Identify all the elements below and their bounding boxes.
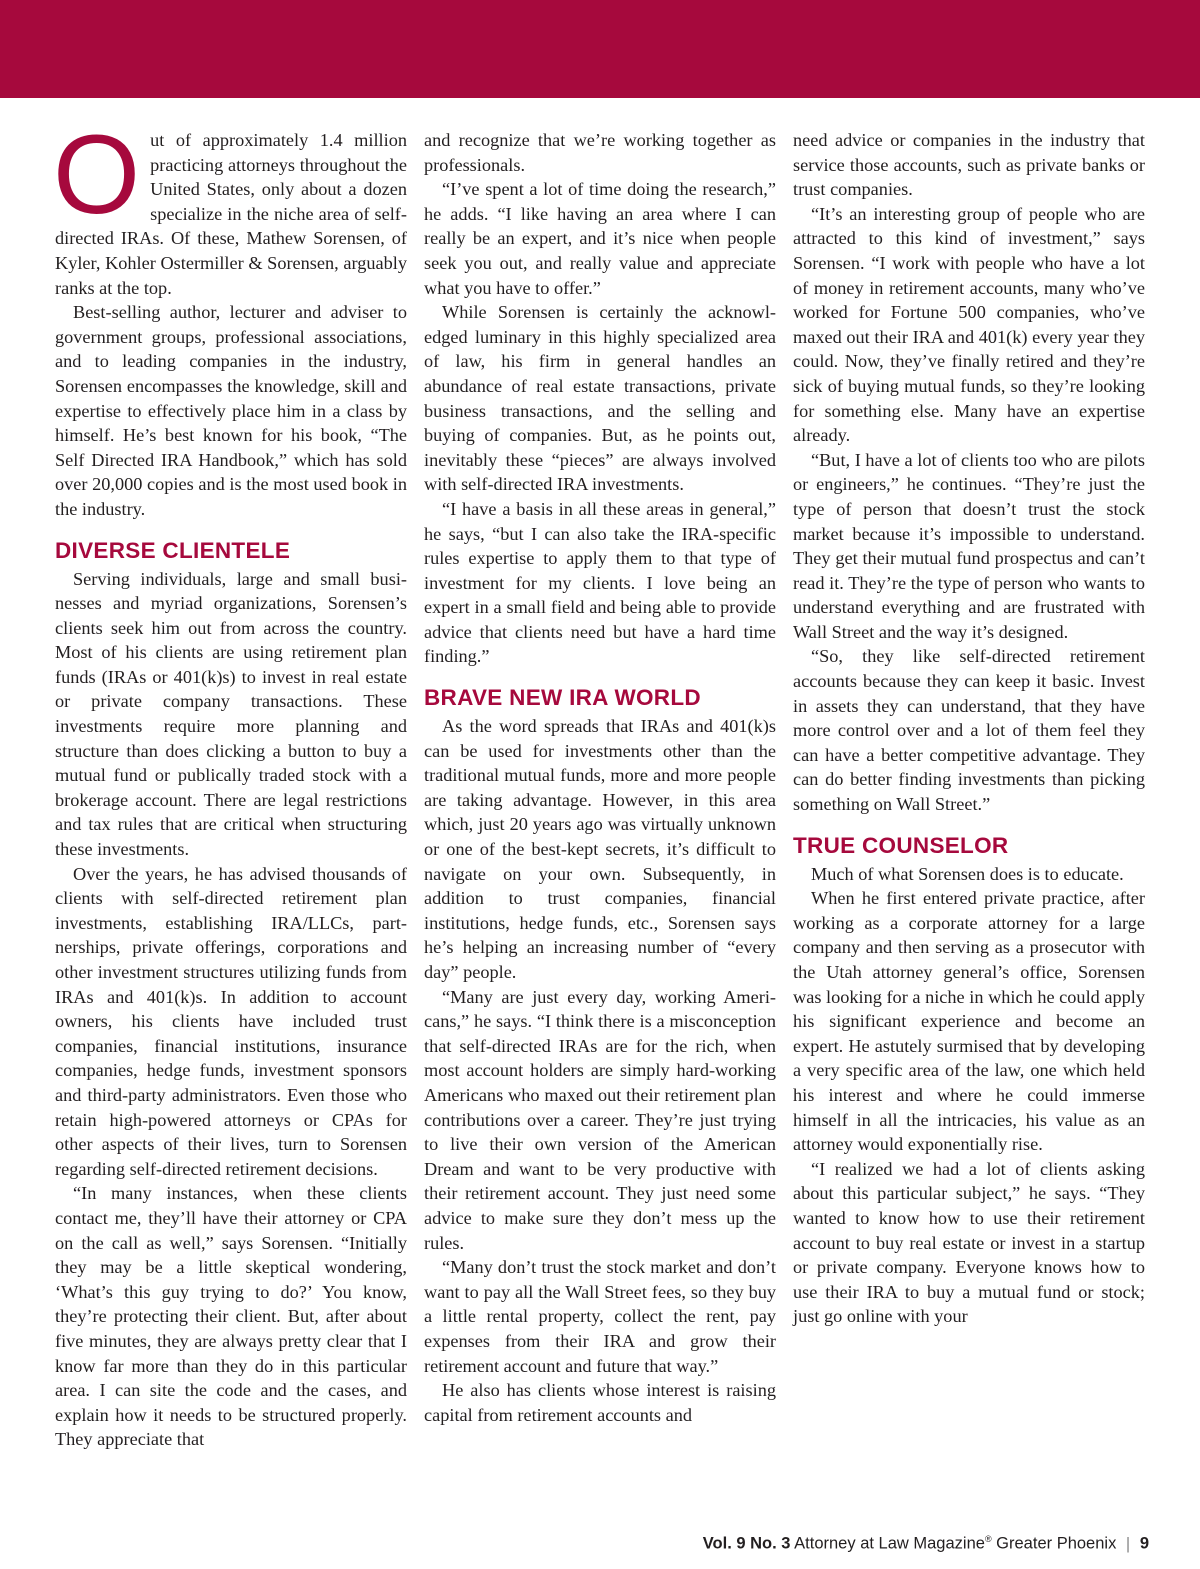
section-heading: BRAVE NEW IRA WORLD: [424, 685, 701, 711]
section-heading: DIVERSE CLIENTELE: [55, 537, 291, 563]
paragraph: Serving individuals, large and small businesses and myriad organizations, Sorensen’s clients seek him out from across the country. Most of his clients are using retirement plan funds (IRAs or 401(k)s) to invest in real estate or private company transactions. These investments require more planning and structure than does clicking a button to buy a mutual fund or publically traded stock with a brokerage account. There are legal restrictions and tax rules that are critical when structuring these investments.: [55, 568, 407, 860]
issue-volume: Vol. 9 No. 3: [702, 1534, 791, 1553]
page-number: 9: [1139, 1534, 1149, 1553]
paragraph: “I realized we had a lot of clients asking about this particular subject,” he says. “They wanted to know how to use their retirement account to buy real estate or invest in a startup or private company. Everyone knows how to use their IRA to buy a mutual fund or stock; just go online with your: [793, 1158, 1145, 1327]
article-column-2: [424, 128, 776, 1427]
paragraph: Out of approximately 1.4 million practicing attorneys throughout the United States, only about a dozen specialize in the niche area of self-directed IRAs. Of these, Mathew Sorensen, of Kyler, Kohler Ostermiller & Sorensen, arguably ranks at the top.: [53, 112, 407, 298]
paragraph: “Many are just every day, working Americans,” he says. “I think there is a misconception that self-directed IRAs are for the rich, when most account holders are simply hard-working Americans who maxed out their retirement plan contributions over a career. They’re just trying to live their own version of the American Dream and want to be very productive with their retirement account. They just need some advice to make sure they don’t mess up the rules.: [424, 986, 776, 1253]
paragraph: Much of what Sorensen does is to educate.: [811, 863, 1124, 884]
paragraph: “It’s an interesting group of people who are attracted to this kind of investment,” says Sorensen. “I work with people who have a lot of money in retirement accounts, many who’ve worked for Fortune 500 companies, who’ve maxed out their IRA and 401(k) every year they could. Now, they’ve finally retired and they’re sick of buying mutual funds, so they’re looking for something else. Many have an expertise already.: [793, 203, 1145, 446]
article-column-3: [793, 128, 1145, 1329]
paragraph: “I’ve spent a lot of time doing the research,” he adds. “I like having an area where I can really be an expert, and it’s nice when people seek you out, and really value and appreciate what you have to offer.”: [424, 179, 776, 298]
paragraph: When he first entered private practice, after working as a corporate attorney for a large company and then serving as a prosecutor with the Utah attorney general’s office, Sorensen was looking for a niche in which he could apply his significant experience and become an expert. He astutely surmised that by developing a very specific area of the law, one which held his interest and where he could immerse himself in all the intricacies, his value as an attorney would exponentially rise.: [793, 888, 1145, 1155]
paragraph: Best-selling author, lecturer and adviser to government groups, professional associations, and to leading companies in the industry, Sorensen encompasses the knowledge, skill and expertise to effectively place him in a class by himself. He’s best known for his book, “The Self Directed IRA Handbook,” which has sold over 20,000 copies and is the most used book in the industry.: [55, 302, 407, 519]
paragraph: While Sorensen is certainly the acknowledged luminary in this highly specialized area of law, his firm in general handles an abundance of real estate transactions, private business transactions, and the selling and buying of companies. But, as he points out, inevitably these “pieces” are always involved with self-directed IRA investments.: [424, 302, 776, 495]
paragraph: “So, they like self-directed retirement accounts because they can keep it basic. Invest in assets they can understand, that they have more control over and a lot of them feel they can have a better competitive advantage. They can do better finding investments than picking something on Wall Street.”: [793, 646, 1145, 815]
paragraph: need advice or companies in the industry that service those accounts, such as private banks or trust companies.: [793, 130, 1145, 200]
paragraph: He also has clients whose interest is raising capital from retirement accounts and: [424, 1380, 776, 1425]
paragraph: “Many don’t trust the stock market and don’t want to pay all the Wall Street fees, so they buy a little rental property, collect the rent, pay expenses from their IRA and grow their retirement account and future that way.”: [424, 1257, 776, 1376]
section-heading: TRUE COUNSELOR: [793, 832, 1009, 858]
header-color-band: [0, 0, 1200, 98]
footer-separator: |: [1125, 1534, 1131, 1553]
paragraph: “In many instances, when these clients contact me, they’ll have their attorney or CPA on the call as well,” says Sorensen. “Initially they may be a little skeptical wondering, ‘What’s this guy trying to do?’ You know, they’re protecting their client. But, after about five minutes, they are always pretty clear that I know far more than they do in this particular area. I can site the code and the cases, and explain how it needs to be structured properly. They appreciate that: [55, 1183, 407, 1450]
paragraph: As the word spreads that IRAs and 401(k)s can be used for investments other than the traditional mutual funds, more and more people are taking advantage. However, in this area which, just 20 years ago was virtually unknown or one of the best-kept secrets, it’s difficult to navigate on your own. Subsequently, in addition to trust companies, financial institutions, hedge funds, etc., Sorensen says he’s helping an increasing number of “every day” people.: [424, 716, 776, 982]
paragraph: “I have a basis in all these areas in general,” he says, “but I can also take the IRA-specific rules expertise to apply them to that type of investment for my clients. I love being an expert in a small field and being able to provide advice that clients need but have a hard time finding.”: [424, 498, 776, 667]
page-footer: [703, 1534, 1149, 1554]
drop-cap: O: [53, 112, 141, 237]
paragraph: and recognize that we’re working together as professionals.: [424, 130, 776, 175]
edition-name: Greater Phoenix: [996, 1534, 1117, 1553]
article-column-1: [53, 112, 407, 1452]
registered-mark: ®: [984, 1534, 992, 1544]
magazine-name: Attorney at Law Magazine: [794, 1534, 985, 1553]
paragraph: Over the years, he has advised thousands of clients with self-directed retirement plan investments, establishing IRA/LLCs, partnerships, private offerings, corporations and other investment structures utilizing funds from IRAs and 401(k)s. In addition to account owners, his clients have included trust companies, financial institutions, insurance companies, hedge funds, investment sponsors and third-party administrators. Even those who retain high-powered attorneys or CPAs for other aspects of their lives, turn to Sorensen regarding self-directed retirement decisions.: [55, 863, 407, 1179]
paragraph: “But, I have a lot of clients too who are pilots or engineers,” he continues. “They’re just the type of person that doesn’t trust the stock market because it’s impossible to understand. They get their mutual fund prospectus and can’t read it. They’re the type of person who wants to understand everything and are frustrated with Wall Street and the way it’s designed.: [793, 449, 1145, 642]
